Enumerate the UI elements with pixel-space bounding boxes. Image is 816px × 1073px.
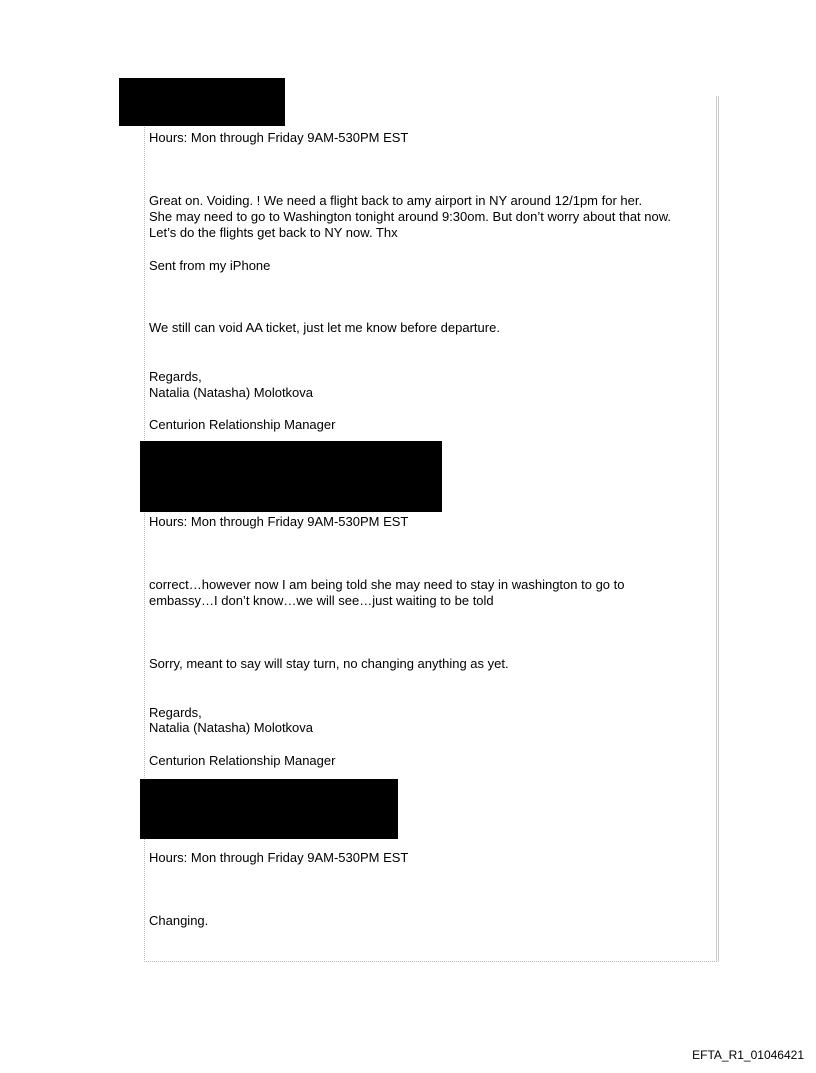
message-line: embassy…I don’t know…we will see…just waiting to be told xyxy=(149,593,494,608)
message-line: We still can void AA ticket, just let me know before departure. xyxy=(149,320,500,335)
signature-name: Natalia (Natasha) Molotkova xyxy=(149,720,314,735)
message-line: She may need to go to Washington tonight around 9:30om. But don’t worry about that now. xyxy=(149,209,672,224)
message-line: correct…however now I am being told she may need to stay in washington to go to xyxy=(149,577,625,592)
regards-line: Regards, xyxy=(149,705,202,720)
hours-line-2: Hours: Mon through Friday 9AM-530PM EST xyxy=(149,514,409,529)
redaction-block-3 xyxy=(140,779,398,839)
regards-line: Regards, xyxy=(149,369,202,384)
signature-title: Centurion Relationship Manager xyxy=(149,417,336,432)
hours-line-1: Hours: Mon through Friday 9AM-530PM EST xyxy=(149,130,409,145)
message-line: Sorry, meant to say will stay turn, no changing anything as yet. xyxy=(149,656,509,671)
message-line: Let’s do the flights get back to NY now. Thx xyxy=(149,225,398,240)
signature-title: Centurion Relationship Manager xyxy=(149,753,336,768)
message-line: Changing. xyxy=(149,913,209,928)
redaction-block-2 xyxy=(140,441,442,512)
redaction-block-1 xyxy=(119,78,285,126)
message-line: Great on. Voiding. ! We need a flight back to amy airport in NY around 12/1pm for her. xyxy=(149,193,643,208)
sent-from-line: Sent from my iPhone xyxy=(149,258,271,273)
signature-name: Natalia (Natasha) Molotkova xyxy=(149,385,314,400)
document-id: EFTA_R1_01046421 xyxy=(692,1048,804,1062)
hours-line-3: Hours: Mon through Friday 9AM-530PM EST xyxy=(149,850,409,865)
